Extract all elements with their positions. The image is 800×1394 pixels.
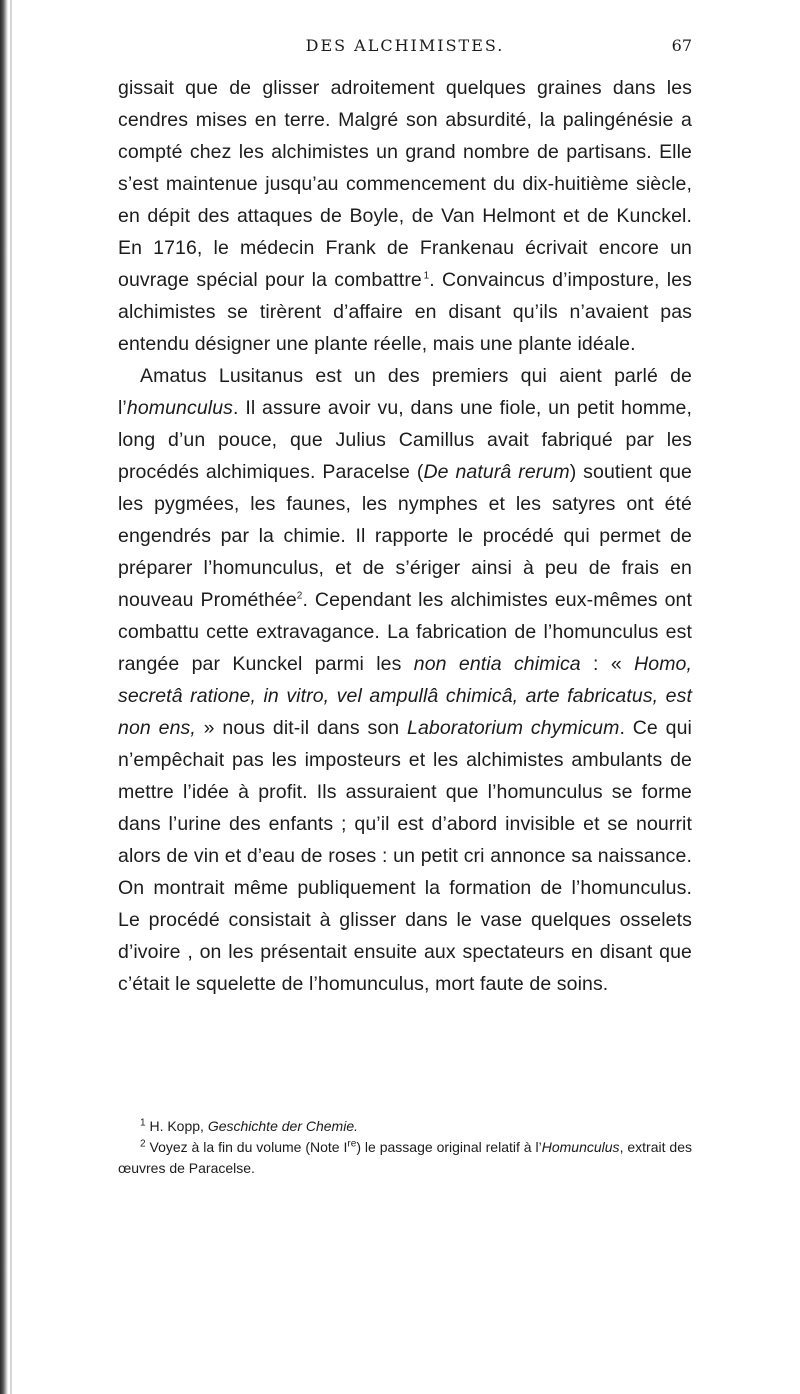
paragraph-2-text-b: . Il assure avoir vu, dans une fiole, un petit homme, long d’un pouce, que Julius Camillus avait fabriqué par les procédés alchimiques. Paracelse ( (118, 397, 692, 483)
footnote-1 (118, 1116, 692, 1137)
footnote-2-text-b: ) le passage original relatif à l’ (356, 1139, 542, 1155)
paragraph-2-text-g: . Ce qui n’empêchait pas les imposteurs et les alchimistes ambulants de mettre l’idée à profit. Ils assuraient que l’homunculus se forme dans l’urine des enfants ; qu’il est d’abord invisible et se nourrit alors de vin et d’eau de roses : un petit cri annonce sa naissance. On montrait même publiquement la formation de l’homunculus. Le procédé consistait à glisser dans le vase quelques osselets d’ivoire , on les présentait ensuite aux spectateurs en disant que c’était le squelette de l’homunculus, mort faute de soins. (118, 717, 692, 995)
latin-quote: Homo, secretâ ratione, in vitro, vel ampullâ chimicâ, arte fabricatus, est non ens, (118, 653, 692, 739)
italic-de-natura-rerum: De naturâ rerum (423, 461, 570, 483)
footnote-1-author: H. Kopp, (149, 1118, 208, 1134)
footnote-1-title: Geschichte der Chemie. (207, 1118, 359, 1134)
italic-homunculus: homunculus (126, 397, 234, 419)
page-number: 67 (671, 36, 692, 55)
footnote-2-text-a: Voyez à la fin du volume (Note I (149, 1139, 348, 1155)
footnote-2-text-c: , extrait des œuvres de Paracelse. (118, 1139, 692, 1176)
paragraph-1 (118, 72, 692, 360)
paragraph-2-text-d: . Cependant les alchimistes eux-mêmes ont combattu cette extravagance. La fabrication de l’homunculus est rangée par Kunckel parmi les (118, 589, 692, 675)
footnote-2-mark: 2 (140, 1138, 146, 1150)
paragraph-1-text-a: gissait que de glisser adroitement quelques graines dans les cendres mises en terre. Malgré son absurdité, la palingénésie a compté chez les alchimistes un grand nombre de partisans. Elle s’est maintenue jusqu’au commencement du dix-huitième siècle, en dépit des attaques de Boyle, de Van Helmont et de Kunckel. En 1716, le médecin Frank de Frankenau écrivait encore un ouvrage spécial pour la combattre (118, 77, 692, 291)
footnote-2-italic: Homunculus (541, 1139, 620, 1155)
paragraph-2-text-e: : « (580, 653, 635, 675)
body-text (118, 72, 692, 1000)
footnote-2 (118, 1137, 692, 1179)
paragraph-1-text-b: . Convaincus d’imposture, les alchimistes se tirèrent d’affaire en disant qu’ils n’avaient pas entendu désigner une plante réelle, mais une plante idéale. (118, 269, 692, 355)
italic-laboratorium-chymicum: Laboratorium chymicum (407, 717, 620, 739)
footnote-ref-1: 1 (423, 270, 430, 282)
running-title: DES ALCHIMISTES. (305, 36, 505, 55)
paragraph-2 (118, 360, 692, 1000)
italic-non-entia-chimica: non entia chimica (413, 653, 581, 675)
scan-edge (0, 0, 8, 1394)
paragraph-2-text-f: » nous dit-il dans son (195, 717, 407, 739)
footnote-ref-2: 2 (296, 590, 303, 602)
footnote-1-mark: 1 (140, 1117, 146, 1129)
paragraph-2-text-c: ) soutient que les pygmées, les faunes, les nymphes et les satyres ont été engendrés par la chimie. Il rapporte le procédé qui permet de préparer l’homunculus, et de s’ériger ainsi à peu de frais en nouveau Prométhée (118, 461, 692, 611)
paragraph-2-text-a: Amatus Lusitanus est un des premiers qui aient parlé de l’ (118, 365, 692, 419)
running-head (118, 36, 692, 60)
scan-edge-line (10, 0, 12, 1394)
footnotes (118, 1116, 692, 1179)
footnote-2-superscript: re (347, 1138, 357, 1150)
